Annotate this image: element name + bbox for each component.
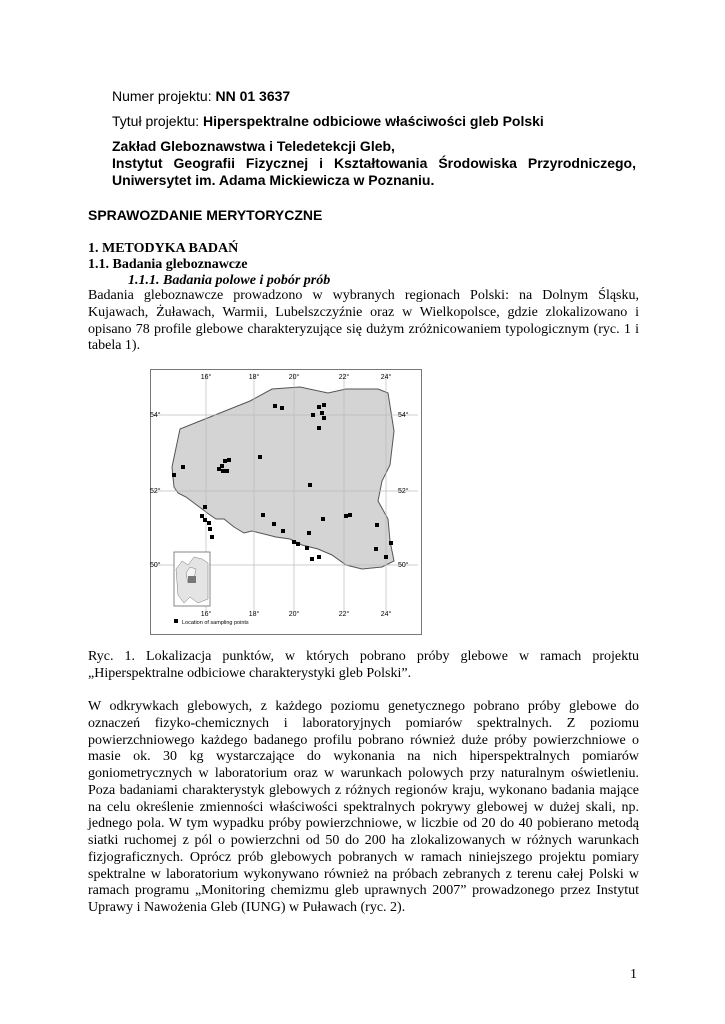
- lat-label-left-50: 50°: [150, 562, 161, 569]
- sampling-point: [321, 517, 325, 521]
- legend-label: Location of sampling points: [182, 620, 249, 626]
- lat-label-right-54: 54°: [398, 412, 409, 419]
- lon-label-top-20: 20°: [288, 374, 300, 381]
- sampling-point: [181, 465, 185, 469]
- page-number: 1: [630, 967, 637, 982]
- sampling-point: [172, 473, 176, 477]
- lat-label-right-50: 50°: [398, 562, 409, 569]
- sampling-point: [258, 455, 262, 459]
- sampling-point: [261, 513, 265, 517]
- sampling-map: [150, 369, 422, 635]
- sampling-point: [317, 405, 321, 409]
- lon-label-top-24: 24°: [380, 374, 392, 381]
- figure-caption: Ryc. 1. Lokalizacja punktów, w których pobrano próby glebowe w ramach projektu „Hiperspektralne odbiciowe charakterystyki gleb Polski”.: [88, 649, 639, 681]
- sampling-point: [311, 413, 315, 417]
- institution-line-3: Uniwersytet im. Adama Mickiewicza w Poznaniu.: [112, 172, 435, 188]
- sampling-point: [374, 547, 378, 551]
- sampling-point: [292, 540, 296, 544]
- poland-highlight: [188, 576, 196, 583]
- sampling-point: [280, 406, 284, 410]
- paragraph-method: W odkrywkach glebowych, z każdego poziomu genetycznego pobrano próby glebowe do oznaczeń fizyko-chemicznych i laboratoryjnych pomiarów spektralnych. Z poziomu powierzchniowego każdego badanego profilu pobrano również duże próby powierzchniowe o masie ok. 30 kg wystarczające do wykonania na nich hiperspektralnych pomiarów goniometrycznych w laboratorium oraz w warunkach polowych przy naturalnym oświetleniu. Poza badaniami charakterystyk glebowych z różnych regionów kraju, wykonano badania mające na celu określenie zmienności właściwości spektralnych pokrywy glebowej w dużej skali, np. jednego pola. W tym wypadku próby powierzchniowe, w liczbie od 20 do 40 pobierano metodą siatki ruchomej z pól o powierzchni od 50 do 200 ha zlokalizowanych w różnych warunkach fizjograficznych. Oprócz prób glebowych pobranych w ramach niniejszego projektu pomiary spektralne w laboratorium wykonywano również na próbach zebranych z terenu całej Polski w ramach programu „Monitoring chemizmu gleb uprawnych 2007” prowadzonego przez Instytut Uprawy i Nawożenia Gleb (IUNG) w Puławach (ryc. 2).: [88, 699, 639, 915]
- sampling-point: [344, 514, 348, 518]
- sampling-point: [296, 542, 300, 546]
- sampling-point: [210, 535, 214, 539]
- section-heading-1-1: 1.1. Badania gleboznawcze: [88, 257, 248, 272]
- sampling-point: [207, 521, 211, 525]
- lat-label-left-54: 54°: [150, 412, 161, 419]
- sampling-point: [225, 469, 229, 473]
- sampling-point: [305, 546, 309, 550]
- paragraph-intro: Badania gleboznawcze prowadzono w wybranych regionach Polski: na Dolnym Śląsku, Kujawach, Żuławach, Warmii, Lubelszczyźnie oraz w Wielkopolsce, gdzie zlokalizowano i opisano 78 profile glebowe charakteryzujące się dużym zróżnicowaniem typologicznym (ryc. 1 i tabela 1).: [88, 288, 639, 354]
- lon-label-top-22: 22°: [338, 374, 350, 381]
- sampling-point: [200, 514, 204, 518]
- map-legend: [174, 619, 249, 626]
- sampling-point: [322, 416, 326, 420]
- sampling-point: [221, 469, 225, 473]
- lon-label-bottom-16: 16°: [200, 611, 212, 618]
- sampling-point: [308, 483, 312, 487]
- sampling-point: [317, 426, 321, 430]
- sampling-point: [348, 513, 352, 517]
- report-title: SPRAWOZDANIE MERYTORYCZNE: [88, 207, 323, 223]
- lat-label-right-52: 52°: [398, 488, 409, 495]
- sampling-point: [272, 522, 276, 526]
- sampling-point: [217, 467, 221, 471]
- sampling-point: [203, 505, 207, 509]
- lon-label-bottom-24: 24°: [380, 611, 392, 618]
- institution-line-1: Zakład Gleboznawstwa i Teledetekcji Gleb,: [112, 138, 395, 154]
- lon-label-bottom-22: 22°: [338, 611, 350, 618]
- sampling-point: [310, 557, 314, 561]
- lon-label-top-16: 16°: [200, 374, 212, 381]
- sampling-point: [307, 531, 311, 535]
- sampling-point: [223, 459, 227, 463]
- sampling-point: [273, 404, 277, 408]
- section-heading-1-1-1: 1.1.1. Badania polowe i pobór prób: [128, 273, 331, 288]
- sampling-point: [384, 555, 388, 559]
- institution-line-2: Instytut Geografii Fizycznej i Kształtowania Środowiska Przyrodniczego,: [112, 155, 636, 171]
- sampling-point: [322, 403, 326, 407]
- lon-label-top-18: 18°: [248, 374, 260, 381]
- lat-label-left-52: 52°: [150, 488, 161, 495]
- sampling-point: [281, 529, 285, 533]
- europe-inset-map: [174, 552, 210, 606]
- sampling-point: [227, 458, 231, 462]
- sampling-point: [317, 555, 321, 559]
- sampling-point: [208, 527, 212, 531]
- legend-point-symbol: [174, 619, 178, 623]
- lon-label-bottom-18: 18°: [248, 611, 260, 618]
- sampling-point: [375, 523, 379, 527]
- project-title: Tytuł projektu: Hiperspektralne odbiciowe właściwości gleb Polski: [112, 113, 544, 129]
- sampling-point: [389, 541, 393, 545]
- project-number: Numer projektu: NN 01 3637: [112, 88, 291, 104]
- lon-label-bottom-20: 20°: [288, 611, 300, 618]
- sampling-point: [320, 411, 324, 415]
- sampling-point: [203, 518, 207, 522]
- section-heading-1: 1. METODYKA BADAŃ: [88, 241, 239, 256]
